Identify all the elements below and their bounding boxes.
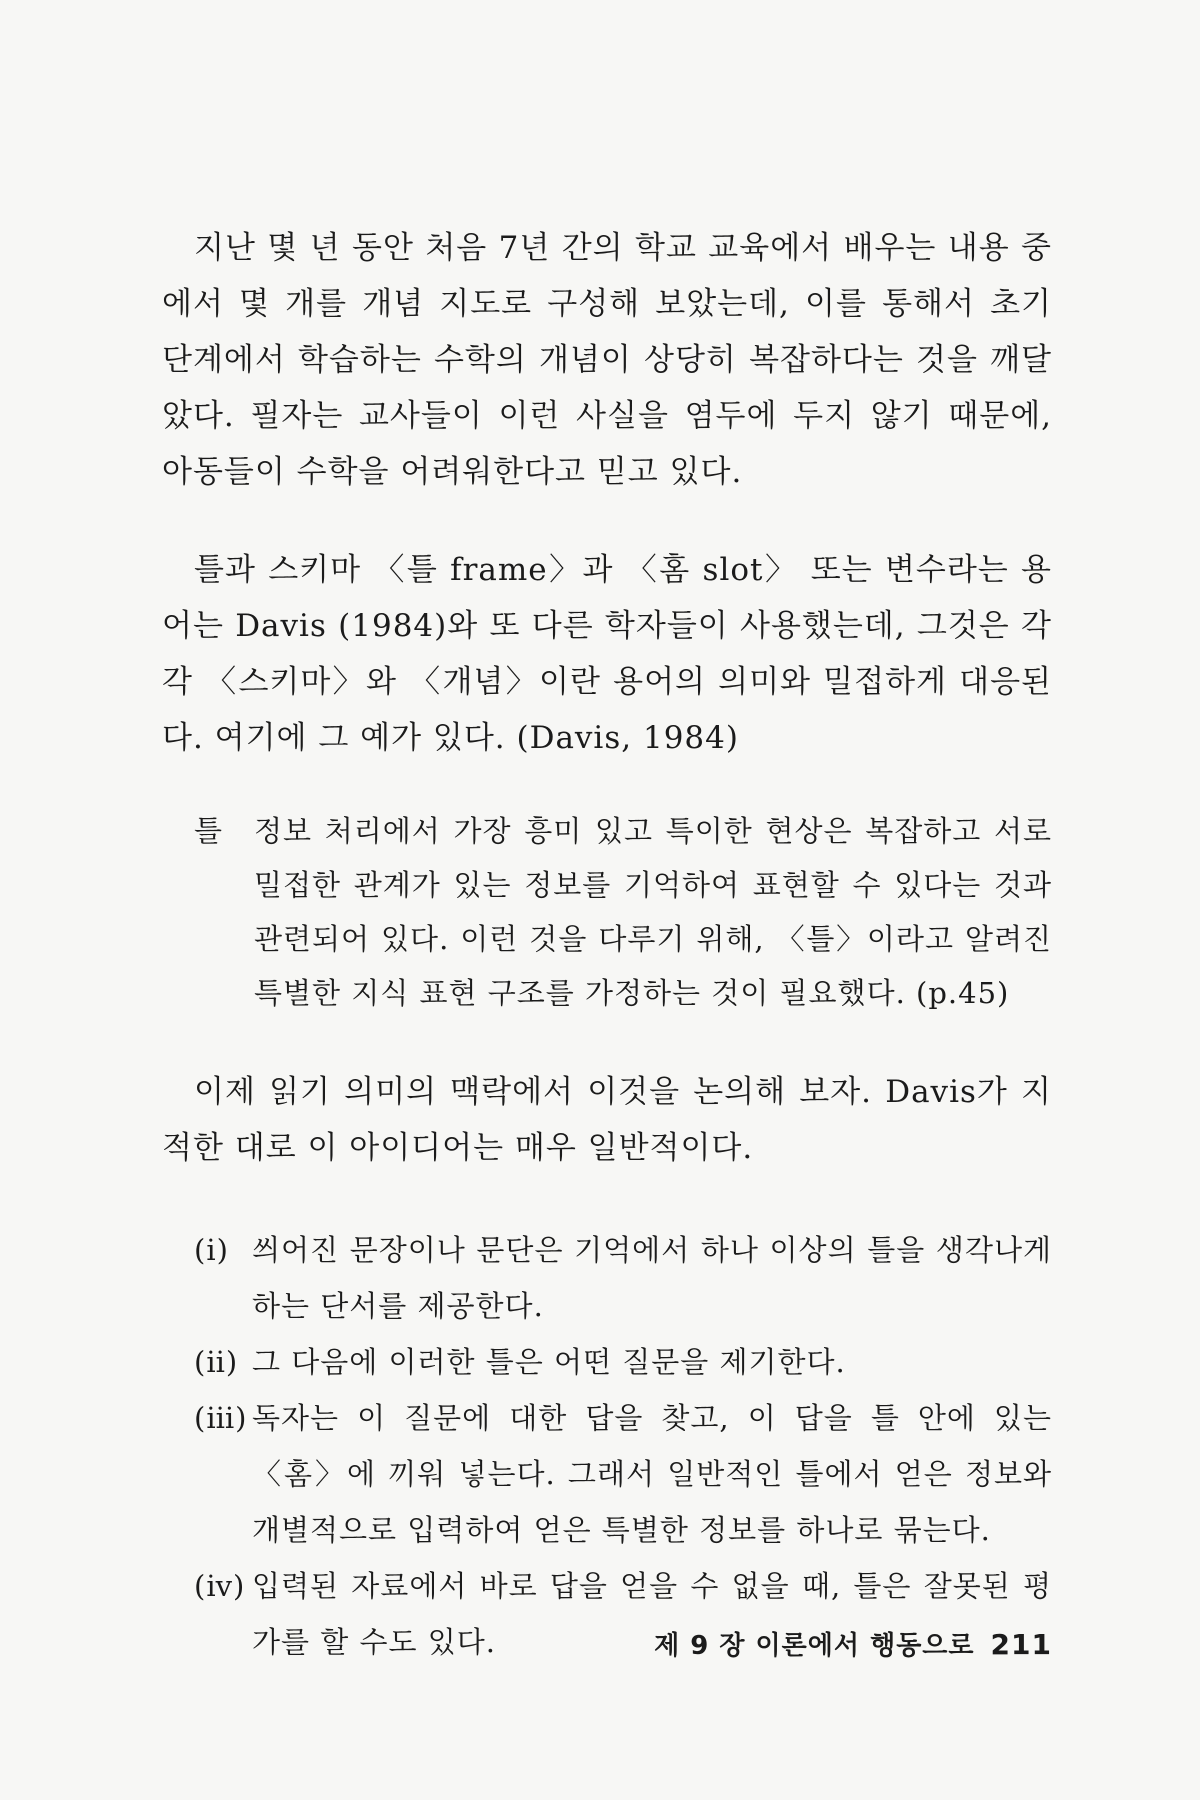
list-text: 독자는 이 질문에 대한 답을 찾고, 이 답을 틀 안에 있는 〈홈〉에 끼워 넣는다. 그래서 일반적인 틀에서 얻은 정보와 개별적으로 입력하여 얻은 특별한 정보를 하나로 묶는다. (252, 1401, 1052, 1547)
paragraph-1: 지난 몇 년 동안 처음 7년 간의 학교 교육에서 배우는 내용 중에서 몇 개를 개념 지도로 구성해 보았는데, 이를 통해서 초기 단계에서 학습하는 수학의 개념이 상당히 복잡하다는 것을 깨달았다. 필자는 교사들이 이런 사실을 염두에 두지 않기 때문에, 아동들이 수학을 어려워한다고 믿고 있다. (162, 230, 1052, 490)
page-body (162, 220, 1052, 1670)
list-marker: (ⅲ) (194, 1401, 248, 1435)
numbered-list (162, 1222, 1052, 1670)
block-quote (162, 804, 1052, 1020)
page-number: 211 (990, 1628, 1052, 1661)
list-item (162, 1222, 1052, 1334)
quote-text: 정보 처리에서 가장 흥미 있고 특이한 현상은 복잡하고 서로 밀접한 관계가 있는 정보를 기억하여 표현할 수 있다는 것과 관련되어 있다. 이런 것을 다루기 위해, 〈틀〉이라고 알려진 특별한 지식 표현 구조를 가정하는 것이 필요했다. (p.45) (254, 814, 1052, 1010)
list-marker: (ⅱ) (194, 1345, 239, 1379)
paragraph-3: 이제 읽기 의미의 맥락에서 이것을 논의해 보자. Davis가 지적한 대로 이 아이디어는 매우 일반적이다. (162, 1074, 1052, 1166)
list-marker: (ⅳ) (194, 1569, 246, 1603)
list-text: 입력된 자료에서 바로 답을 얻을 수 없을 때, 틀은 잘못된 평가를 할 수도 있다. (252, 1569, 1052, 1659)
paragraph-2: 틀과 스키마 〈틀 frame〉과 〈홈 slot〉 또는 변수라는 용어는 Davis (1984)와 또 다른 학자들이 사용했는데, 그것은 각각 〈스키마〉와 〈개념〉이란 용어의 의미와 밀접하게 대응된다. 여기에 그 예가 있다. (Davis, 1984) (162, 552, 1052, 756)
list-text: 그 다음에 이러한 틀은 어떤 질문을 제기한다. (252, 1345, 846, 1379)
page-footer (654, 1625, 1052, 1662)
list-item (162, 1334, 1052, 1390)
quote-label: 틀 (194, 814, 224, 848)
list-text: 씌어진 문장이나 문단은 기억에서 하나 이상의 틀을 생각나게 하는 단서를 제공한다. (252, 1233, 1052, 1323)
list-marker: (ⅰ) (194, 1233, 229, 1267)
list-item (162, 1390, 1052, 1558)
chapter-title: 제 9 장 이론에서 행동으로 (654, 1631, 975, 1661)
